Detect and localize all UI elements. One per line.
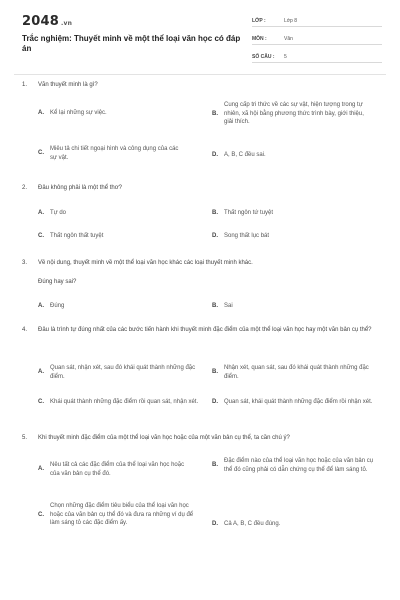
question-number: 2. bbox=[22, 185, 28, 191]
option-3b[interactable] bbox=[212, 302, 372, 311]
option-text: Sai bbox=[224, 303, 233, 309]
option-letter: D. bbox=[212, 521, 218, 527]
option-letter: B. bbox=[212, 210, 218, 216]
option-letter: A. bbox=[38, 466, 44, 473]
question-text: Văn thuyết minh là gì? bbox=[38, 82, 98, 88]
question-text: Đâu là trình tự đúng nhất của các bước tiến hành khi thuyết minh đặc điểm của một thể loại văn học hay một văn bản cụ thể? bbox=[38, 327, 372, 333]
option-4d[interactable] bbox=[212, 398, 384, 407]
option-letter: C. bbox=[38, 150, 44, 157]
option-4b[interactable] bbox=[212, 364, 384, 381]
option-letter: C. bbox=[38, 399, 44, 405]
option-text: Kể lại những sự việc. bbox=[50, 110, 107, 116]
option-letter: C. bbox=[38, 233, 44, 239]
meta-class-row bbox=[252, 12, 382, 27]
logo-main: 2048 bbox=[22, 14, 59, 29]
meta-subject-value: Văn bbox=[284, 36, 293, 42]
option-text: Nêu tất cả các đặc điểm của thể loại văn học hoặc của văn bản cụ thể đó. bbox=[50, 462, 185, 477]
option-letter: D. bbox=[212, 233, 218, 239]
option-2d[interactable] bbox=[212, 232, 372, 241]
option-text: Đúng bbox=[50, 303, 65, 309]
option-text: Miêu tả chi tiết ngoại hình và công dụng của các sự vật. bbox=[50, 146, 179, 161]
option-text: Đặc điểm nào của thể loại văn học hoặc của văn bản cụ thể đó cũng phải có dẫn chứng cụ thể để làm sáng tỏ. bbox=[224, 458, 374, 473]
option-text: Cung cấp tri thức về các sự vật, hiện tượng trong tự nhiên, xã hội bằng phương thức trình bày, giới thiệu, giải thích. bbox=[224, 102, 364, 125]
question-3 bbox=[22, 259, 382, 315]
option-text: Khái quát thành những đặc điểm rồi quan sát, nhận xét. bbox=[50, 399, 199, 405]
header-left bbox=[22, 14, 242, 54]
option-letter: A. bbox=[38, 303, 44, 309]
option-text: A, B, C đều sai. bbox=[224, 152, 266, 158]
option-letter: D. bbox=[212, 399, 218, 405]
option-text: Thất ngôn tứ tuyệt bbox=[224, 210, 274, 216]
meta-count-label: SỐ CÂU : bbox=[252, 54, 275, 60]
question-4-head bbox=[22, 326, 382, 335]
question-2 bbox=[22, 184, 382, 244]
question-text: Đâu không phải là một thể thơ? bbox=[38, 185, 122, 191]
meta-count-row bbox=[252, 48, 382, 63]
question-number: 4. bbox=[22, 327, 28, 333]
option-text: Quan sát, khái quát thành những đặc điểm rồi nhận xét. bbox=[224, 399, 373, 405]
option-text: Nhận xét, quan sát, sau đó khái quát thành những đặc điểm. bbox=[224, 365, 369, 380]
question-number: 3. bbox=[22, 260, 28, 266]
option-text: Thất ngôn thất tuyệt bbox=[50, 233, 104, 239]
quiz-meta bbox=[252, 12, 382, 66]
option-letter: A. bbox=[38, 110, 44, 116]
option-letter: A. bbox=[38, 369, 44, 376]
option-5a[interactable] bbox=[38, 461, 210, 478]
question-number: 1. bbox=[22, 82, 28, 88]
option-letter: A. bbox=[38, 210, 44, 216]
question-text: Về nội dung, thuyết minh về một thể loại văn học khác các loại thuyết minh khác. bbox=[38, 260, 253, 266]
option-text: Quan sát, nhận xét, sau đó khái quát thành những đặc điểm. bbox=[50, 365, 196, 380]
site-logo[interactable] bbox=[22, 14, 242, 29]
option-letter: B. bbox=[212, 110, 218, 117]
option-4c[interactable] bbox=[38, 398, 210, 407]
page-title: Trắc nghiệm: Thuyết minh về một thể loại văn học có đáp án bbox=[22, 34, 241, 53]
header-divider bbox=[14, 74, 386, 75]
option-1a[interactable] bbox=[38, 109, 198, 118]
question-2-head bbox=[22, 184, 382, 193]
logo-suffix: .vn bbox=[60, 20, 73, 27]
question-3-head bbox=[22, 259, 382, 268]
option-text: Tự do bbox=[50, 210, 67, 216]
option-2c[interactable] bbox=[38, 232, 198, 241]
question-number: 5. bbox=[22, 435, 28, 441]
meta-count-value: 5 bbox=[284, 54, 287, 60]
option-text: Chọn những đặc điểm tiêu biểu của thể loại văn học hoặc của văn bản cụ thể đó và đưa ra những ví dụ để làm sáng tỏ các đặc điểm ấy. bbox=[50, 503, 194, 526]
option-text: Song thất lục bát bbox=[224, 233, 270, 239]
option-letter: C. bbox=[38, 511, 44, 518]
option-5d[interactable] bbox=[212, 520, 384, 529]
option-1b[interactable] bbox=[212, 101, 382, 127]
option-5c[interactable] bbox=[38, 502, 210, 528]
option-letter: B. bbox=[212, 369, 218, 376]
option-text: Cả A, B, C đều đúng. bbox=[224, 521, 281, 527]
option-5b[interactable] bbox=[212, 457, 384, 474]
question-1 bbox=[22, 81, 382, 176]
option-letter: B. bbox=[212, 462, 218, 469]
option-2a[interactable] bbox=[38, 209, 198, 218]
meta-class-value: Lớp 8 bbox=[284, 18, 298, 24]
question-5 bbox=[22, 434, 382, 564]
option-4a[interactable] bbox=[38, 364, 210, 381]
question-3-subtext: Đúng hay sai? bbox=[38, 279, 77, 285]
meta-class-label: LỚP : bbox=[252, 18, 266, 24]
option-3a[interactable] bbox=[38, 302, 198, 311]
question-4 bbox=[22, 326, 382, 426]
meta-subject-row bbox=[252, 30, 382, 45]
meta-subject-label: MÔN : bbox=[252, 36, 267, 42]
option-1c[interactable] bbox=[38, 145, 208, 162]
option-1d[interactable] bbox=[212, 151, 372, 160]
question-text: Khi thuyết minh đặc điểm của một thể loại văn học hoặc của một văn bản cụ thể, ta cần chú ý? bbox=[38, 435, 290, 441]
option-letter: B. bbox=[212, 303, 218, 309]
option-letter: D. bbox=[212, 152, 218, 158]
question-1-head bbox=[22, 81, 382, 90]
question-5-head bbox=[22, 434, 382, 443]
option-2b[interactable] bbox=[212, 209, 372, 218]
